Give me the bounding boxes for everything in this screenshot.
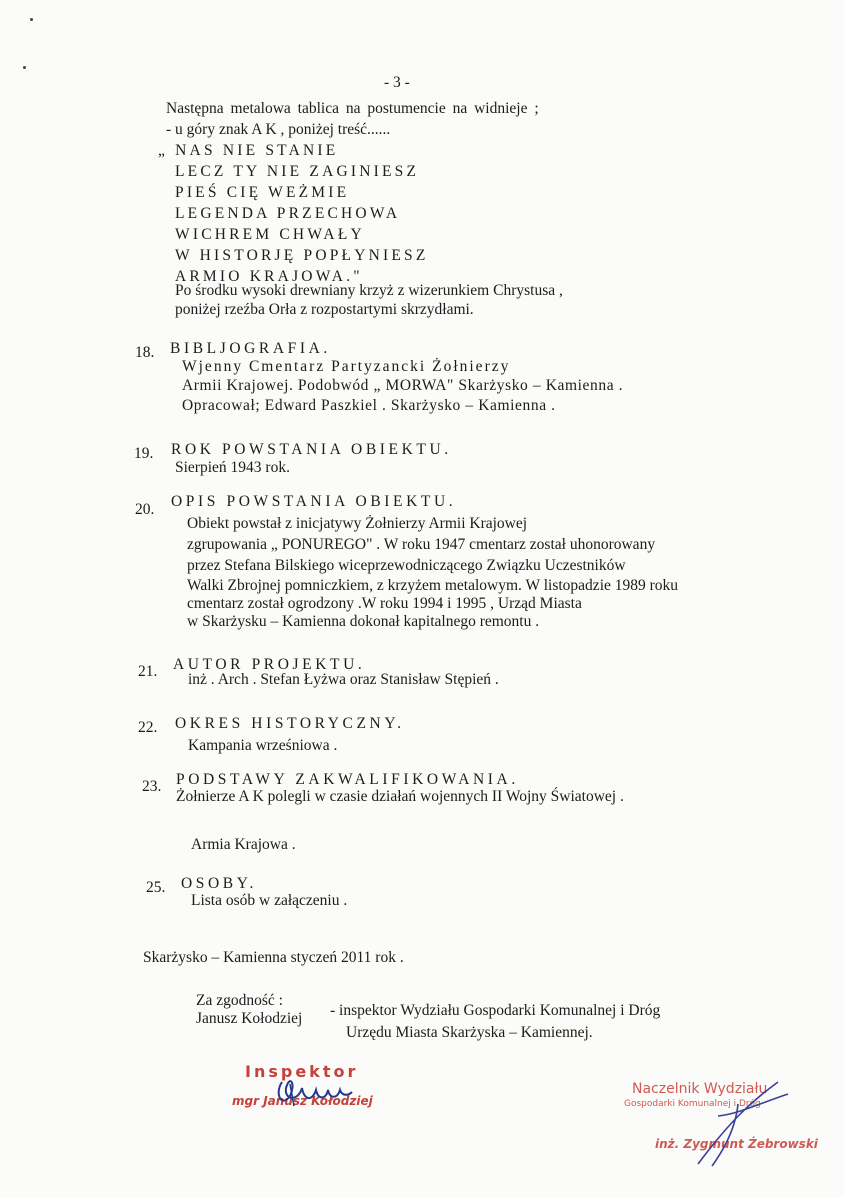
head-stamp-subtitle: Gospodarki Komunalnej i Dróg	[624, 1099, 761, 1109]
intro-line: Następna metalowa tablica na postumencie na widnieje ;	[166, 100, 539, 117]
section-line: w Skarżysku – Kamienna dokonał kapitalnego remontu .	[187, 613, 540, 630]
approval-role: - inspektor Wydziału Gospodarki Komunalnej i Dróg	[330, 1002, 661, 1019]
section-line: Armii Krajowej. Podobwód „ MORWA" Skarżysko – Kamienna .	[182, 377, 624, 394]
place-date: Skarżysko – Kamienna styczeń 2011 rok .	[143, 949, 404, 966]
approval-label: Za zgodność :	[196, 992, 283, 1009]
section-number: 23.	[142, 778, 162, 795]
section-line: zgrupowania „ PONUREGO" . W roku 1947 cmentarz został uhonorowany	[187, 536, 656, 553]
section-number: 19.	[134, 445, 154, 462]
head-stamp-name: inż. Zygmunt Żebrowski	[655, 1137, 818, 1151]
section-title: OPIS POWSTANIA OBIEKTU.	[171, 493, 457, 510]
inspector-stamp-name: mgr Janusz Kołodziej	[232, 1094, 373, 1108]
page-number: - 3 -	[384, 74, 410, 91]
scan-speck	[23, 66, 26, 69]
section-line: Lista osób w załączeniu .	[191, 892, 348, 909]
intro-line: - u góry znak A K , poniżej treść......	[166, 121, 391, 138]
section-line: Żołnierze A K polegli w czasie działań wojennych II Wojny Światowej .	[176, 788, 624, 805]
poem-line: PIEŚ CIĘ WEŻMIE	[175, 184, 350, 201]
section-number: 25.	[146, 879, 166, 896]
poem-line: ARMIO KRAJOWA."	[175, 268, 363, 285]
poem-line: WICHREM CHWAŁY	[175, 226, 365, 243]
section-line: Opracował; Edward Paszkiel . Skarżysko – Kamienna .	[182, 397, 556, 414]
poem-line: LECZ TY NIE ZAGINIESZ	[175, 163, 420, 180]
section-title: BIBLJOGRAFIA.	[170, 340, 331, 357]
scan-speck	[30, 18, 33, 21]
head-stamp-title: Naczelnik Wydziału	[632, 1081, 768, 1097]
poem-line: LEGENDA PRZECHOWA	[175, 205, 401, 222]
section-line: cmentarz został ogrodzony .W roku 1994 i 1995 , Urząd Miasta	[187, 595, 582, 612]
section-line: inż . Arch . Stefan Łyżwa oraz Stanisław Stępień .	[188, 671, 499, 688]
inspector-stamp-title: Inspektor	[245, 1062, 359, 1081]
poem-line: „ NAS NIE STANIE	[158, 142, 339, 159]
section-line: Armia Krajowa .	[191, 836, 296, 853]
section-number: 21.	[138, 663, 158, 680]
section-number: 22.	[138, 719, 158, 736]
section-line: Walki Zbrojnej pomniczkiem, z krzyżem metalowym. W listopadzie 1989 roku	[187, 577, 679, 594]
section-number: 20.	[135, 501, 155, 518]
section-title: PODSTAWY ZAKWALIFIKOWANIA.	[176, 771, 519, 788]
section-title: OSOBY.	[181, 875, 258, 892]
section-line: Kampania wrześniowa .	[188, 737, 338, 754]
section-line: Sierpień 1943 rok.	[175, 459, 290, 476]
section-line: Wjenny Cmentarz Partyzancki Żołnierzy	[182, 358, 511, 375]
section-number: 18.	[135, 344, 155, 361]
section-title: OKRES HISTORYCZNY.	[175, 715, 405, 732]
inspector-signature	[268, 1062, 358, 1112]
poem-line: W HISTORJĘ POPŁYNIESZ	[175, 247, 429, 264]
section-line: przez Stefana Bilskiego wiceprzewodniczącego Związku Uczestników	[187, 557, 626, 574]
approval-role: Urzędu Miasta Skarżyska – Kamiennej.	[346, 1024, 593, 1041]
intro-line: poniżej rzeźba Orła z rozpostartymi skrzydłami.	[175, 301, 474, 318]
section-line: Obiekt powstał z inicjatywy Żołnierzy Armii Krajowej	[187, 515, 528, 532]
intro-line: Po środku wysoki drewniany krzyż z wizerunkiem Chrystusa ,	[175, 282, 563, 299]
approval-name: Janusz Kołodziej	[196, 1010, 303, 1027]
section-title: ROK POWSTANIA OBIEKTU.	[171, 441, 452, 458]
section-title: AUTOR PROJEKTU.	[173, 656, 366, 673]
head-signature	[668, 1074, 798, 1174]
